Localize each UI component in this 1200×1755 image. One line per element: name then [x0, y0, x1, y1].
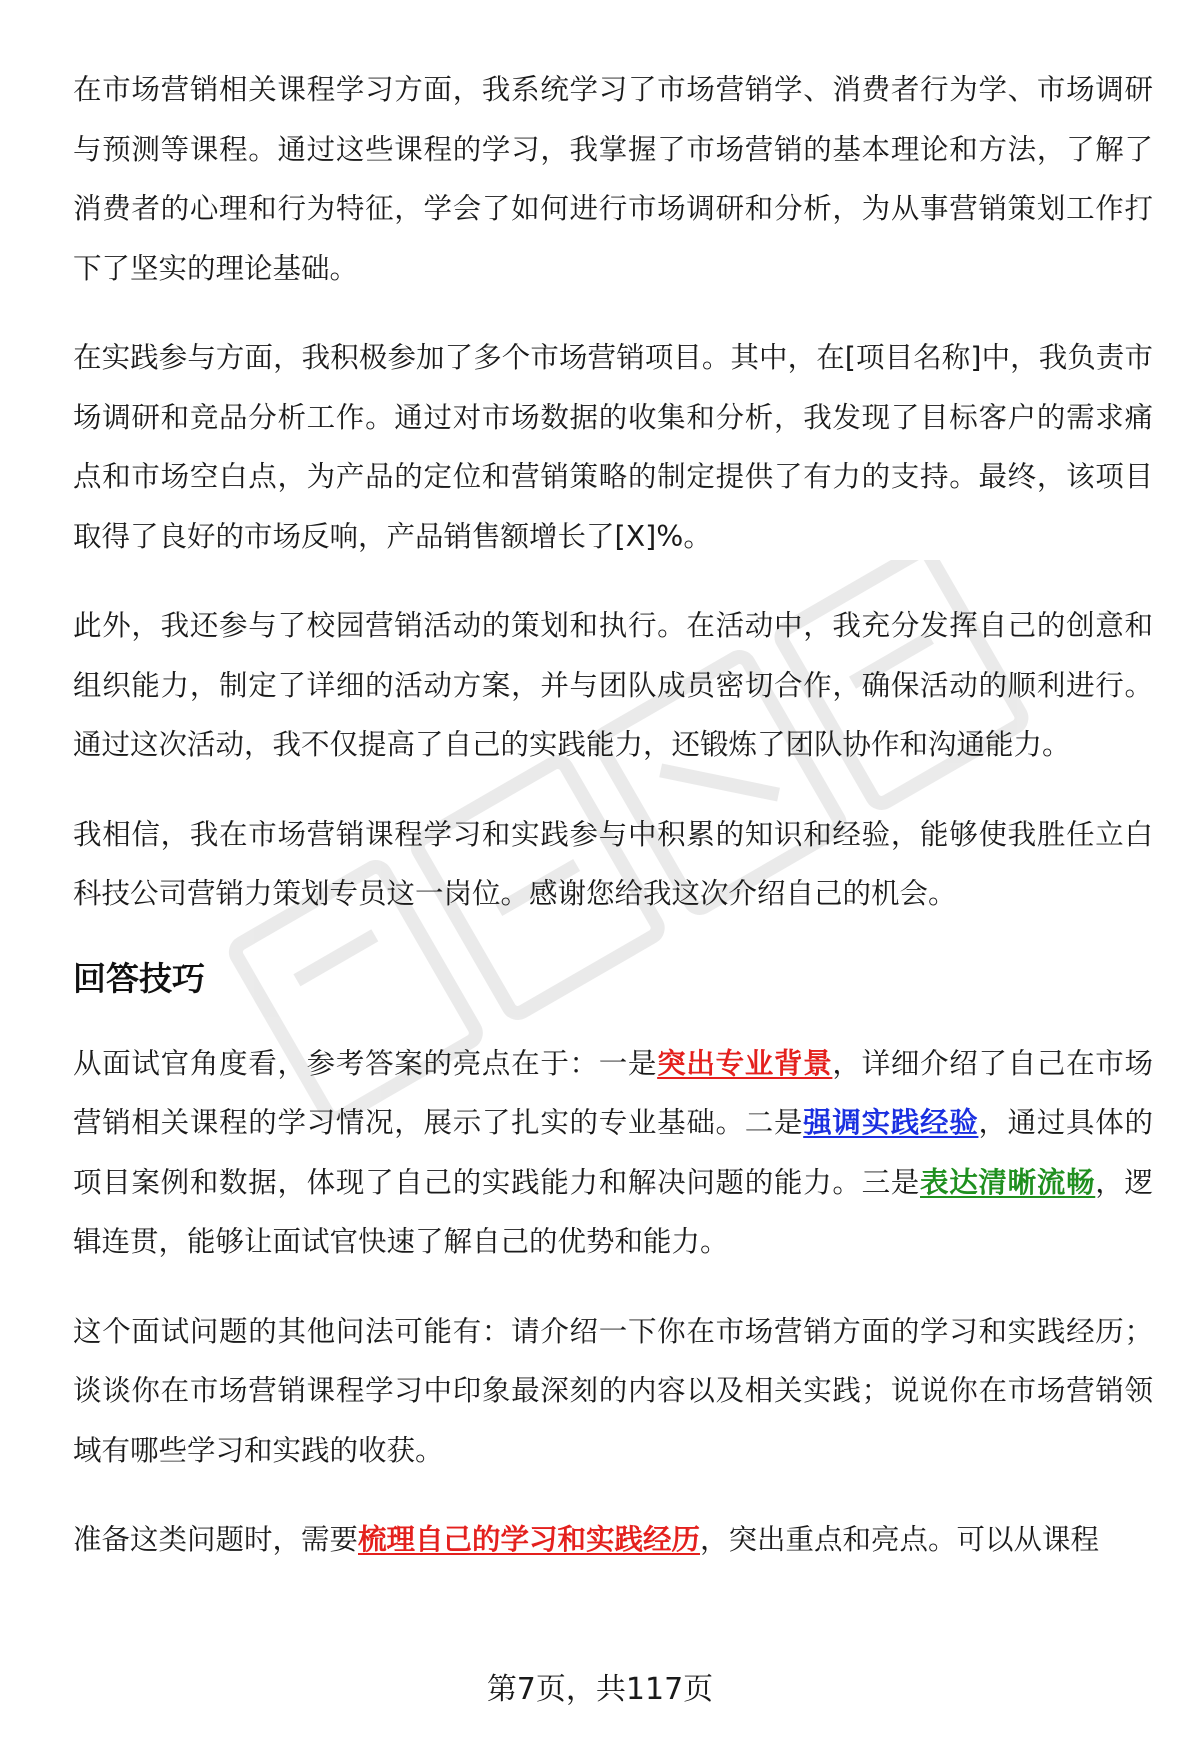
text-segment: ，逻辑连贯，能够让面试官快速了解自己的优势和能力。 — [73, 1165, 1153, 1258]
text-segment: 准备这类问题时，需要 — [73, 1523, 359, 1556]
paragraph-practice: 在实践参与方面，我积极参加了多个市场营销项目。其中，在[项目名称]中，我负责市场调研和竞品分析工作。通过对市场数据的收集和分析，我发现了目标客户的需求痛点和市场空白点，为产品的定位和营销策略的制定提供了有力的支持。最终，该项目取得了良好的市场反响，产品销售额增长了[X]%。 — [73, 341, 1153, 553]
section-heading: 回答技巧 — [73, 958, 205, 998]
paragraph-conclusion: 我相信，我在市场营销课程学习和实践参与中积累的知识和经验，能够使我胜任立白科技公司营销力策划专员这一岗位。感谢您给我这次介绍自己的机会。 — [73, 817, 1153, 910]
highlight-practical-experience: 强调实践经验 — [803, 1106, 979, 1139]
text-segment: ，通过具体的项目案例和数据，体现了自己的实践能力和解决问题的能力。三是 — [73, 1106, 1153, 1199]
highlight-professional-background: 突出专业背景 — [657, 1046, 833, 1080]
paragraph-coursework: 在市场营销相关课程学习方面，我系统学习了市场营销学、消费者行为学、市场调研与预测等课程。通过这些课程的学习，我掌握了市场营销的基本理论和方法，了解了消费者的心理和行为特征，学会了如何进行市场调研和分析，为从事营销策划工作打下了坚实的理论基础。 — [73, 73, 1153, 285]
paragraph-preparation — [73, 1510, 1153, 1570]
highlight-sort-experience: 梳理自己的学习和实践经历 — [358, 1523, 701, 1556]
document-page — [73, 60, 1153, 1600]
page-number: 第7页，共117页 — [486, 1672, 714, 1707]
text-segment: ，详细介绍了自己在市场营销相关课程的学习情况，展示了扎实的专业基础。二是 — [73, 1046, 1153, 1139]
text-segment: ，突出重点和亮点。可以从课程 — [700, 1523, 1100, 1556]
paragraph-answer-tips — [73, 1034, 1153, 1272]
paragraph-campus-activity: 此外，我还参与了校园营销活动的策划和执行。在活动中，我充分发挥自己的创意和组织能力，制定了详细的活动方案，并与团队成员密切合作，确保活动的顺利进行。通过这次活动，我不仅提高了自己的实践能力，还锻炼了团队协作和沟通能力。 — [73, 609, 1153, 761]
highlight-clear-expression: 表达清晰流畅 — [920, 1165, 1096, 1199]
paragraph-alternative-questions: 这个面试问题的其他问法可能有：请介绍一下你在市场营销方面的学习和实践经历；谈谈你在市场营销课程学习中印象最深刻的内容以及相关实践；说说你在市场营销领域有哪些学习和实践的收获。 — [73, 1314, 1153, 1467]
text-segment: 从面试官角度看，参考答案的亮点在于：一是 — [73, 1046, 658, 1080]
